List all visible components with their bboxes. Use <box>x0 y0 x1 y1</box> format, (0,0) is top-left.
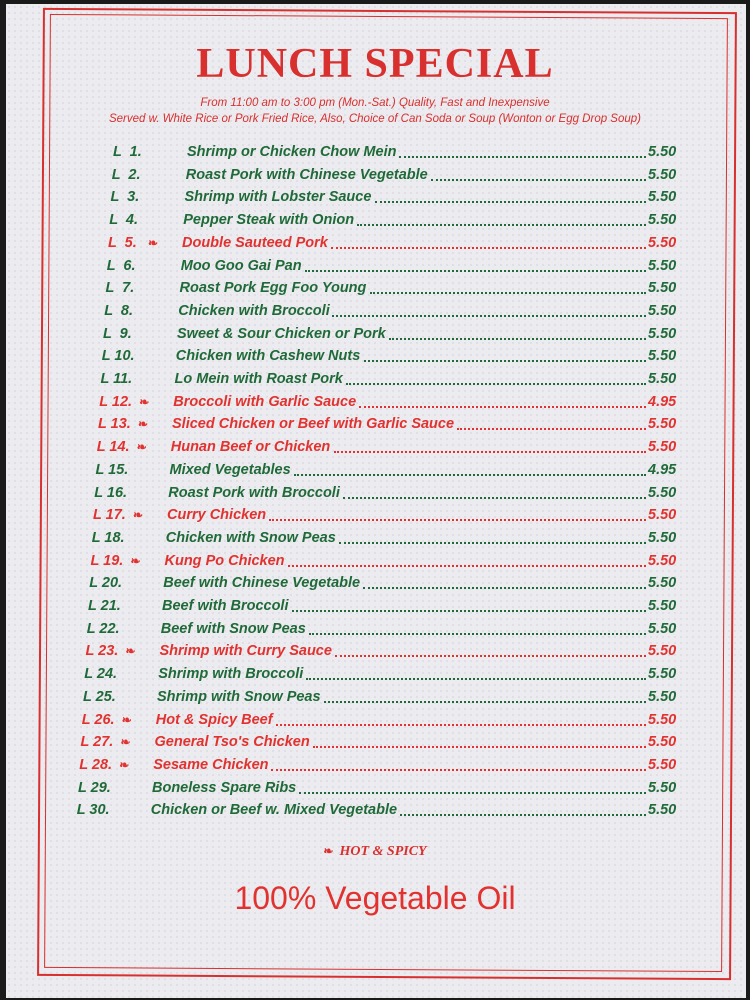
menu-item-price: 5.50 <box>648 802 677 819</box>
menu-item-price: 5.50 <box>648 348 677 365</box>
menu-item-name: Shrimp with Curry Sauce <box>159 643 332 660</box>
hours-line: From 11:00 am to 3:00 pm (Mon.-Sat.) Quality, Fast and Inexpensive <box>200 97 550 109</box>
leader-dots <box>334 451 646 453</box>
menu-item-number: L 27. <box>80 734 114 751</box>
menu-item-number: L 14. <box>96 439 130 456</box>
menu-item-name: Sesame Chicken <box>153 756 269 773</box>
leader-dots <box>309 633 646 635</box>
menu-item-list <box>0 141 750 841</box>
leader-dots <box>331 247 646 249</box>
leader-dots <box>343 497 646 499</box>
leader-dots <box>375 201 647 203</box>
menu-item-row <box>78 777 688 799</box>
legend-label: HOT & SPICY <box>339 844 427 859</box>
menu-item-row <box>112 164 688 186</box>
menu-item-row <box>87 618 688 640</box>
menu-item-price: 5.50 <box>648 734 677 751</box>
leader-dots <box>294 474 647 476</box>
vegetable-oil-note: 100% Vegetable Oil <box>234 880 516 916</box>
menu-item-price: 5.50 <box>648 325 677 342</box>
menu-item-name: Beef with Snow Peas <box>160 620 306 637</box>
menu-item-row <box>101 368 689 390</box>
chili-pepper-icon: ❧ <box>148 235 159 250</box>
menu-item-number: L 4. <box>109 212 138 229</box>
menu-item-number: L 11. <box>100 371 133 387</box>
menu-item-price: 5.50 <box>648 643 677 660</box>
leader-dots <box>389 338 646 340</box>
menu-item-name: Shrimp with Snow Peas <box>157 688 321 705</box>
menu-item-row <box>91 550 689 572</box>
menu-item-row <box>98 413 688 435</box>
menu-item-row <box>113 141 688 163</box>
menu-item-row <box>106 277 689 299</box>
leader-dots <box>359 406 646 408</box>
hot-spicy-legend <box>0 844 750 860</box>
menu-title: LUNCH SPECIAL <box>196 41 554 87</box>
menu-item-number: L 12. <box>99 393 133 410</box>
menu-item-name: Shrimp with Broccoli <box>158 666 304 683</box>
menu-item-number: L 29. <box>78 779 111 796</box>
menu-item-name: Beef with Broccoli <box>162 598 289 614</box>
menu-item-name: Shrimp or Chicken Chow Mein <box>187 144 397 160</box>
menu-item-number: L 20. <box>89 575 123 592</box>
leader-dots <box>292 610 646 612</box>
menu-item-row <box>93 504 688 526</box>
chili-pepper-icon: ❧ <box>138 417 149 432</box>
menu-item-name: Double Sauteed Pork <box>182 234 328 251</box>
leader-dots <box>357 224 646 226</box>
menu-item-price: 5.50 <box>648 439 677 456</box>
menu-item-number: L 23. <box>85 643 119 660</box>
chili-pepper-icon: ❧ <box>120 735 131 750</box>
menu-item-row <box>86 640 689 662</box>
chili-pepper-icon: ❧ <box>119 757 130 772</box>
menu-item-number: L 16. <box>94 484 128 501</box>
leader-dots <box>269 519 646 521</box>
menu-item-row <box>97 436 688 458</box>
menu-item-price: 5.50 <box>648 666 677 683</box>
menu-item-number: L 19. <box>90 552 124 569</box>
menu-item-price: 5.50 <box>648 144 677 160</box>
menu-item-number: L 5. <box>108 234 137 251</box>
menu-item-name: Curry Chicken <box>167 507 267 524</box>
menu-item-row <box>107 255 688 277</box>
menu-item-price: 4.95 <box>648 461 677 478</box>
menu-item-price: 5.50 <box>648 756 677 773</box>
menu-item-number: L 26. <box>81 711 115 728</box>
menu-item-name: Hunan Beef or Chicken <box>170 439 331 456</box>
menu-item-name: Chicken with Cashew Nuts <box>175 348 361 365</box>
menu-item-number: L 25. <box>83 688 116 705</box>
chili-pepper-icon: ❧ <box>125 644 136 659</box>
menu-item-number: L 22. <box>86 620 120 637</box>
menu-item-name: Sliced Chicken or Beef with Garlic Sauce <box>172 416 455 433</box>
menu-item-row <box>99 391 688 413</box>
menu-item-number: L 30. <box>76 802 110 819</box>
menu-item-name: Roast Pork with Chinese Vegetable <box>185 166 428 183</box>
leader-dots <box>271 769 646 771</box>
menu-item-price: 5.50 <box>648 688 677 705</box>
leader-dots <box>400 814 646 816</box>
menu-item-price: 5.50 <box>648 484 677 501</box>
menu-item-row <box>79 754 688 776</box>
leader-dots <box>363 587 646 589</box>
menu-item-row <box>81 731 689 753</box>
menu-item-name: Pepper Steak with Onion <box>183 212 355 229</box>
menu-item-row <box>111 186 689 208</box>
leader-dots <box>306 678 646 680</box>
menu-item-number: L 2. <box>111 166 141 183</box>
menu-item-price: 5.50 <box>648 575 677 592</box>
menu-item-number: L 15. <box>95 461 129 478</box>
menu-item-price: 5.50 <box>648 529 677 546</box>
chili-pepper-icon: ❧ <box>121 712 132 727</box>
menu-item-row <box>109 209 688 231</box>
menu-item-price: 5.50 <box>648 234 677 251</box>
menu-item-name: General Tso's Chicken <box>154 734 310 751</box>
leader-dots <box>332 315 646 317</box>
menu-item-row <box>88 595 688 617</box>
leader-dots <box>370 292 647 294</box>
menu-item-price: 5.50 <box>648 302 677 319</box>
menu-item-name: Kung Po Chicken <box>164 552 285 569</box>
menu-item-name: Chicken or Beef w. Mixed Vegetable <box>150 802 398 819</box>
menu-item-row <box>102 345 688 367</box>
menu-item-row <box>83 686 688 708</box>
leader-dots <box>364 360 646 362</box>
menu-item-number: L 3. <box>110 189 140 206</box>
leader-dots <box>339 542 646 544</box>
leader-dots <box>305 270 646 272</box>
menu-item-number: L 21. <box>88 598 121 614</box>
leader-dots <box>288 565 647 567</box>
leader-dots <box>346 383 647 385</box>
menu-item-name: Hot & Spicy Beef <box>155 711 273 728</box>
menu-item-name: Broccoli with Garlic Sauce <box>173 393 357 410</box>
leader-dots <box>399 156 646 158</box>
menu-item-name: Chicken with Broccoli <box>178 302 330 319</box>
menu-item-row <box>108 232 688 254</box>
chili-pepper-icon: ❧ <box>136 440 147 455</box>
menu-item-price: 4.95 <box>648 393 677 410</box>
chili-pepper-icon: ❧ <box>130 553 141 568</box>
menu-item-price: 5.50 <box>648 166 677 183</box>
menu-item-name: Lo Mein with Roast Pork <box>174 371 343 387</box>
menu-item-price: 5.50 <box>648 711 677 728</box>
menu-item-row <box>94 482 688 504</box>
menu-item-price: 5.50 <box>648 779 677 796</box>
menu-item-number: L 6. <box>106 257 136 274</box>
menu-item-name: Boneless Spare Ribs <box>152 779 297 796</box>
menu-item-price: 5.50 <box>648 280 677 297</box>
chili-pepper-icon: ❧ <box>323 844 334 858</box>
menu-item-number: L 18. <box>91 529 125 546</box>
menu-item-row <box>103 323 688 345</box>
menu-item-price: 5.50 <box>648 212 677 229</box>
menu-item-name: Sweet & Sour Chicken or Pork <box>177 325 386 342</box>
menu-item-number: L 28. <box>79 756 113 773</box>
menu-item-row <box>77 799 688 821</box>
menu-item-number: L 9. <box>103 325 132 342</box>
leader-dots <box>299 792 646 794</box>
menu-item-name: Shrimp with Lobster Sauce <box>184 189 372 206</box>
menu-item-row <box>84 663 688 685</box>
menu-item-name: Chicken with Snow Peas <box>165 529 336 546</box>
menu-item-price: 5.50 <box>648 371 677 387</box>
menu-item-number: L 7. <box>105 280 135 297</box>
chili-pepper-icon: ❧ <box>139 394 150 409</box>
menu-item-row <box>92 527 688 549</box>
menu-item-row <box>96 459 689 481</box>
menu-item-price: 5.50 <box>648 552 677 569</box>
menu-item-row <box>104 300 688 322</box>
menu-item-name: Mixed Vegetables <box>169 461 291 478</box>
leader-dots <box>276 724 646 726</box>
leader-dots <box>335 655 647 657</box>
menu-item-price: 5.50 <box>648 507 677 524</box>
menu-item-name: Roast Pork with Broccoli <box>168 484 340 501</box>
leader-dots <box>313 746 647 748</box>
leader-dots <box>324 701 646 703</box>
menu-item-number: L 1. <box>113 144 142 160</box>
leader-dots <box>431 179 646 181</box>
menu-item-row <box>82 709 688 731</box>
menu-item-number: L 10. <box>101 348 135 365</box>
leader-dots <box>457 428 646 430</box>
menu-item-price: 5.50 <box>648 416 677 433</box>
menu-item-name: Roast Pork Egg Foo Young <box>179 280 367 297</box>
menu-item-price: 5.50 <box>648 189 677 206</box>
menu-item-price: 5.50 <box>648 598 677 614</box>
menu-item-price: 5.50 <box>648 620 677 637</box>
menu-item-price: 5.50 <box>648 257 677 274</box>
menu-item-number: L 17. <box>93 507 126 524</box>
served-with-line: Served w. White Rice or Pork Fried Rice, Also, Choice of Can Soda or Soup (Wonton or Egg Drop Soup) <box>108 113 641 125</box>
menu-item-name: Moo Goo Gai Pan <box>180 257 302 274</box>
menu-item-number: L 13. <box>98 416 131 433</box>
menu-item-name: Beef with Chinese Vegetable <box>163 575 361 592</box>
menu-item-number: L 8. <box>104 302 133 319</box>
menu-item-number: L 24. <box>84 666 118 683</box>
menu-item-row <box>89 572 688 594</box>
chili-pepper-icon: ❧ <box>133 508 144 523</box>
